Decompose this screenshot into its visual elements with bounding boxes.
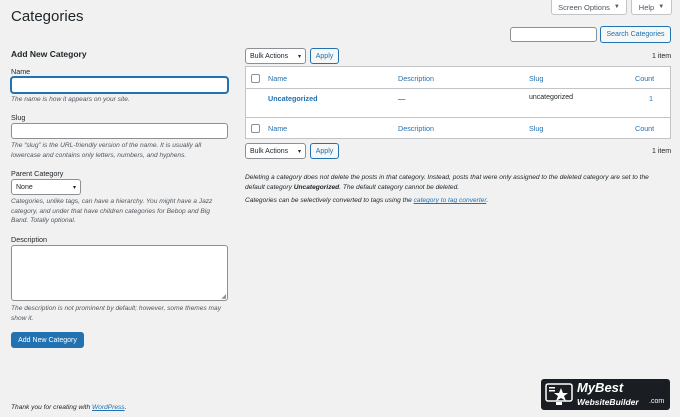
- column-slug-footer[interactable]: Slug: [529, 124, 544, 133]
- slug-field[interactable]: [11, 123, 228, 139]
- parent-category-value: None: [16, 183, 33, 191]
- convert-note-end: .: [486, 197, 489, 204]
- column-name-header[interactable]: Name: [268, 74, 288, 83]
- apply-button-bottom[interactable]: [310, 143, 339, 159]
- default-category-name: Uncategorized: [293, 184, 340, 191]
- bulk-actions-label: Bulk Actions: [250, 147, 289, 155]
- apply-label: Apply: [315, 147, 334, 155]
- bulk-actions-select-bottom[interactable]: [245, 143, 306, 159]
- bulk-actions-select-top[interactable]: [245, 48, 306, 64]
- resize-handle-icon[interactable]: ◢: [221, 294, 226, 300]
- help-label: Help: [638, 2, 655, 12]
- name-label: Name: [11, 67, 31, 76]
- slug-description: The “slug” is the URL-friendly version of the name. It is usually all lowercase and contains only letters, numbers, and hyphens.: [11, 142, 202, 159]
- category-slug: uncategorized: [529, 94, 573, 101]
- description-textarea[interactable]: [11, 245, 228, 301]
- convert-note: [245, 196, 670, 206]
- items-count-top: 1 item: [652, 53, 672, 60]
- bulk-actions-label: Bulk Actions: [250, 52, 289, 60]
- search-categories-button[interactable]: [600, 26, 671, 43]
- parent-category-select[interactable]: [11, 179, 81, 195]
- category-to-tag-converter-link[interactable]: category to tag converter: [413, 197, 487, 204]
- description-help: The description is not prominent by default; however, some themes may show it.: [11, 305, 222, 322]
- chevron-down-icon: ▾: [297, 148, 301, 155]
- delete-note-end: . The default category cannot be deleted.: [339, 184, 460, 191]
- items-count-bottom: 1 item: [652, 148, 672, 155]
- caret-down-icon: ▼: [658, 4, 665, 10]
- table-footer: [246, 118, 670, 139]
- delete-note-text: Deleting a category does not delete the posts in that category. Instead, posts that were only assigned to the deleted category are set to the default category: [245, 174, 649, 191]
- add-new-category-label: Add New Category: [18, 336, 77, 344]
- wordpress-link[interactable]: WordPress: [92, 404, 125, 411]
- page-title: Categories: [11, 8, 84, 25]
- add-new-category-button[interactable]: [11, 332, 84, 348]
- column-count-footer[interactable]: Count: [635, 124, 655, 133]
- chevron-down-icon: ▾: [297, 53, 301, 60]
- search-input[interactable]: [510, 27, 597, 42]
- watermark-logo: [541, 379, 670, 410]
- footer-thanks-text: Thank you for creating with: [11, 404, 92, 411]
- chevron-down-icon: ▾: [72, 184, 76, 191]
- name-field[interactable]: [11, 77, 228, 93]
- help-button[interactable]: [631, 0, 672, 15]
- footer-thanks-end: .: [124, 404, 127, 411]
- caret-down-icon: ▼: [613, 4, 620, 10]
- select-all-checkbox-footer[interactable]: [251, 124, 260, 133]
- convert-note-text: Categories can be selectively converted to tags using the: [245, 197, 414, 204]
- column-name-footer[interactable]: Name: [268, 124, 288, 133]
- monitor-star-icon: [545, 383, 573, 406]
- category-description: —: [398, 94, 406, 103]
- category-count-link[interactable]: 1: [649, 94, 653, 103]
- description-label: Description: [11, 235, 47, 244]
- screen-options-label: Screen Options: [558, 2, 610, 12]
- screen-options-button[interactable]: [551, 0, 627, 15]
- apply-button-top[interactable]: [310, 48, 339, 64]
- name-description: The name is how it appears on your site.: [11, 96, 130, 103]
- parent-category-description: Categories, unlike tags, can have a hierarchy. You might have a Jazz category, and under that have children categories for Bebop and Big Band. Totally optional.: [11, 198, 213, 224]
- watermark-tld: .com: [649, 398, 665, 405]
- parent-category-label: Parent Category: [11, 169, 64, 178]
- categories-table: [245, 66, 671, 139]
- column-description-header[interactable]: Description: [398, 74, 434, 83]
- table-row: [246, 89, 670, 118]
- watermark-line2: WebsiteBuilder: [577, 397, 639, 407]
- select-all-checkbox[interactable]: [251, 74, 260, 83]
- delete-note: [245, 173, 670, 193]
- search-button-label: Search Categories: [606, 31, 665, 38]
- column-count-header[interactable]: Count: [635, 74, 655, 83]
- column-slug-header[interactable]: Slug: [529, 74, 544, 83]
- watermark-line1: MyBest: [577, 380, 624, 395]
- table-header: [246, 67, 670, 89]
- slug-label: Slug: [11, 113, 26, 122]
- column-description-footer[interactable]: Description: [398, 124, 434, 133]
- apply-label: Apply: [315, 52, 334, 60]
- category-name-link[interactable]: Uncategorized: [268, 94, 318, 103]
- form-heading: Add New Category: [11, 49, 87, 59]
- footer-thanks: [11, 404, 126, 411]
